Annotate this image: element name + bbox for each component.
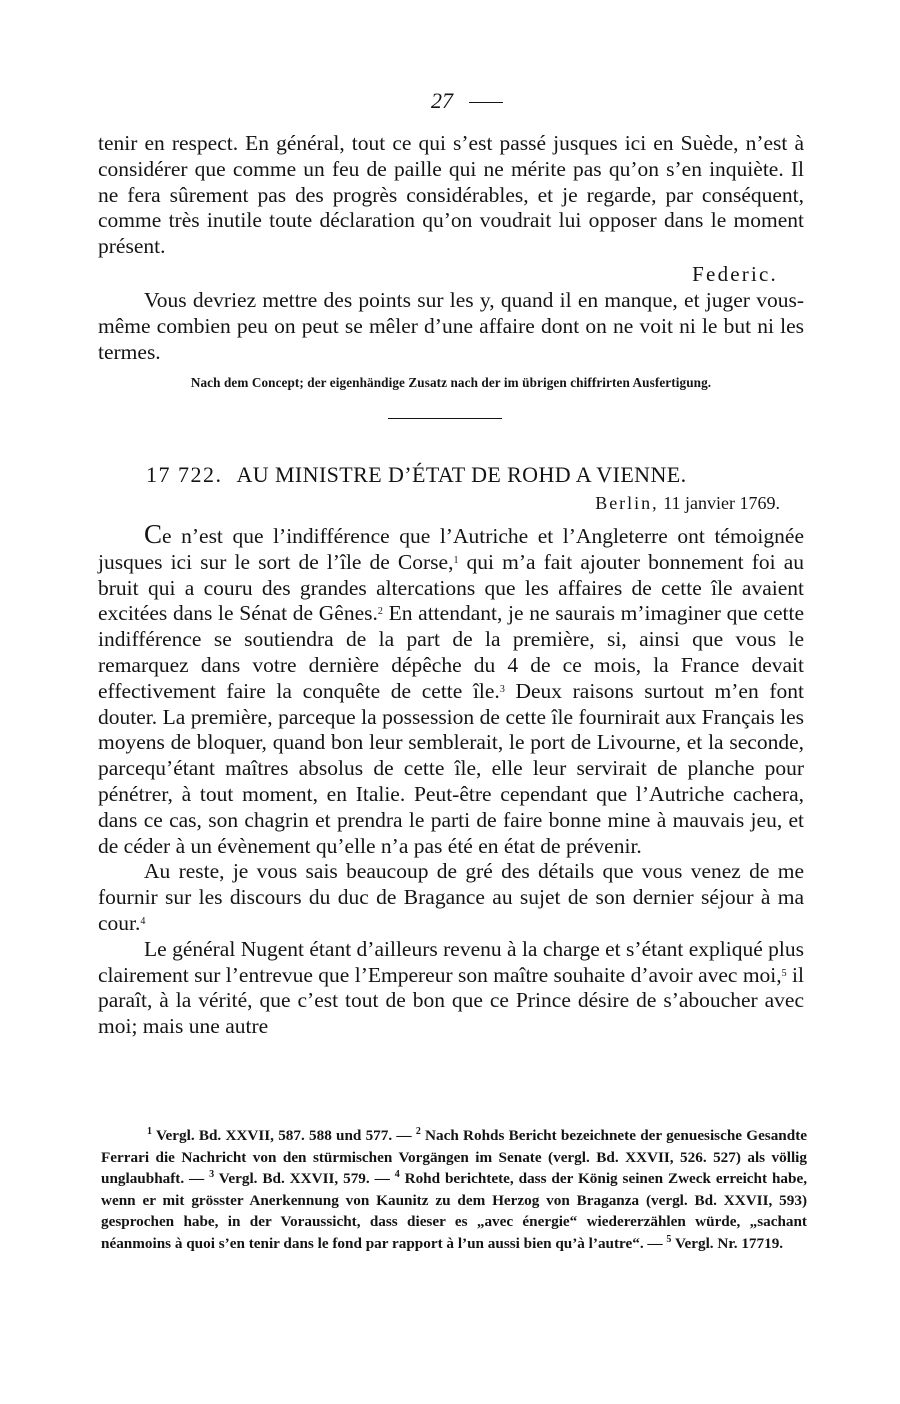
footnote-mark-3: 3: [209, 1169, 215, 1180]
footnote-mark-1: 1: [147, 1126, 152, 1137]
footnote-ref-2[interactable]: 2: [377, 606, 383, 618]
header-dash: [469, 102, 503, 103]
paragraph-1-part-c: En attendant, je ne saurais m’imaginer que cette indifférence se soutiendra de la part de la première, si, ainsi que vous le remarquez dans votre dernière dépêche du 4 de ce mois, la France devait effectivement faire la conquête de cette île.: [98, 601, 804, 703]
letter-paragraph-2: [98, 859, 804, 936]
letter-place: Berlin,: [595, 493, 659, 513]
footnote-ref-5[interactable]: 5: [781, 967, 787, 979]
footnote-mark-4: 4: [394, 1169, 400, 1180]
footnote-mark-2: 2: [415, 1126, 421, 1137]
footnote-ref-3[interactable]: 3: [499, 683, 505, 695]
footnote-4: Rohd berichtete, dass der König seinen Zweck erreicht habe, wenn er mit grösster Anerkennung von Kaunitz zu dem Herzog von Braganza (vergl. Bd. XXVII, 593) gesprochen habe, in der Voraussicht, dass dieser es „avec énergie“ wiedererzählen würde, „sachant néanmoins à quoi s’en tenir dans le fond par rapport à l’un aussi bien qu’à l’autre“. —: [101, 1170, 807, 1252]
page-number: 27: [431, 88, 453, 113]
section-divider: [388, 418, 502, 419]
letter-dateline: [595, 493, 780, 514]
footnote-mark-5: 5: [666, 1233, 672, 1245]
signature: Federic.: [692, 261, 778, 286]
paragraph-3-part-b: il paraît, à la vérité, que c’est tout de bon que ce Prince désire de s’aboucher avec moi; mais une autre: [98, 962, 804, 1039]
letter-paragraph-1: [98, 519, 804, 859]
letter-title: AU MINISTRE D’ÉTAT DE ROHD A VIENNE.: [236, 462, 687, 487]
footnote-5: Vergl. Nr. 17719.: [671, 1234, 784, 1252]
letter-number: 17 722.: [146, 462, 223, 487]
footnotes: [101, 1125, 807, 1254]
footnote-ref-1[interactable]: 1: [453, 554, 459, 566]
page-number-header: [0, 88, 900, 114]
letter-heading: [146, 462, 806, 488]
continued-paragraph: tenir en respect. En général, tout ce qui s’est passé jusques ici en Suède, n’est à considérer que comme un feu de paille qui ne mérite pas qu’on s’en inquiète. Il ne fera sûrement pas des progrès considérables, et je regarde, par conséquent, comme très inutile toute déclaration qu’on voudrait lui opposer dans le moment présent.: [98, 131, 804, 259]
paragraph-1-part-d: Deux raisons surtout m’en font douter. La première, parceque la possession de cette île fournirait aux Français les moyens de bloquer, quand bon leur semblerait, le port de Livourne, et la seconde, parcequ’étant maîtres absolus de cette île, elle leur servirait de planche pour pénétrer, à tout moment, en Italie. Peut-être cependant que l’Autriche cachera, dans ce cas, son chagrin et prendra le parti de faire bonne mine à mauvais jeu, et de céder à un évènement qu’elle n’a pas été en état de prévenir.: [98, 678, 804, 858]
paragraph-1-part-b: qui m’a fait ajouter bonnement foi au bruit qui a couru des grandes altercations que les affaires de cette île avaient excitées dans le Sénat de Gênes.: [98, 549, 804, 626]
source-note: Nach dem Concept; der eigenhändige Zusatz nach der im übrigen chiffrirten Ausfertigung.: [190, 375, 712, 391]
paragraph-3-part-a: Le général Nugent étant d’ailleurs revenu à la charge et s’étant expliqué plus clairement sur l’entrevue que l’Empereur son maître souhaite d’avoir avec moi,: [98, 936, 804, 987]
footnote-3: Vergl. Bd. XXVII, 579. —: [214, 1170, 395, 1187]
letter-date: 11 janvier 1769.: [663, 493, 780, 513]
footnote-ref-4[interactable]: 4: [140, 915, 146, 927]
footnote-1: Vergl. Bd. XXVII, 587. 588 und 577. —: [152, 1127, 416, 1144]
footnote-paragraph: [101, 1125, 807, 1254]
postscript-paragraph: Vous devriez mettre des points sur les y, quand il en manque, et juger vous-même combien peu on peut se mêler d’une affaire dont on ne voit ni le but ni les termes.: [98, 287, 804, 364]
letter-body: [98, 519, 804, 1040]
letter-paragraph-3: [98, 937, 804, 1040]
footnote-2: Nach Rohds Bericht bezeichnete der genuesische Gesandte Ferrari die Nachricht von den stürmischen Vorgängen im Senate (vergl. Bd. XXVII, 526. 527) als völlig unglaubhaft. —: [101, 1127, 807, 1187]
initial-letter: C: [144, 519, 163, 549]
paragraph-1-part-a: e n’est que l’indifférence que l’Autriche et l’Angleterre ont témoignée jusques ici sur le sort de l’île de Corse,: [98, 524, 804, 574]
paragraph-2-text: Au reste, je vous sais beaucoup de gré des détails que vous venez de me fournir sur les discours du duc de Bragance au sujet de son dernier séjour à ma cour.: [98, 859, 804, 935]
previous-letter-ending: [98, 131, 804, 392]
